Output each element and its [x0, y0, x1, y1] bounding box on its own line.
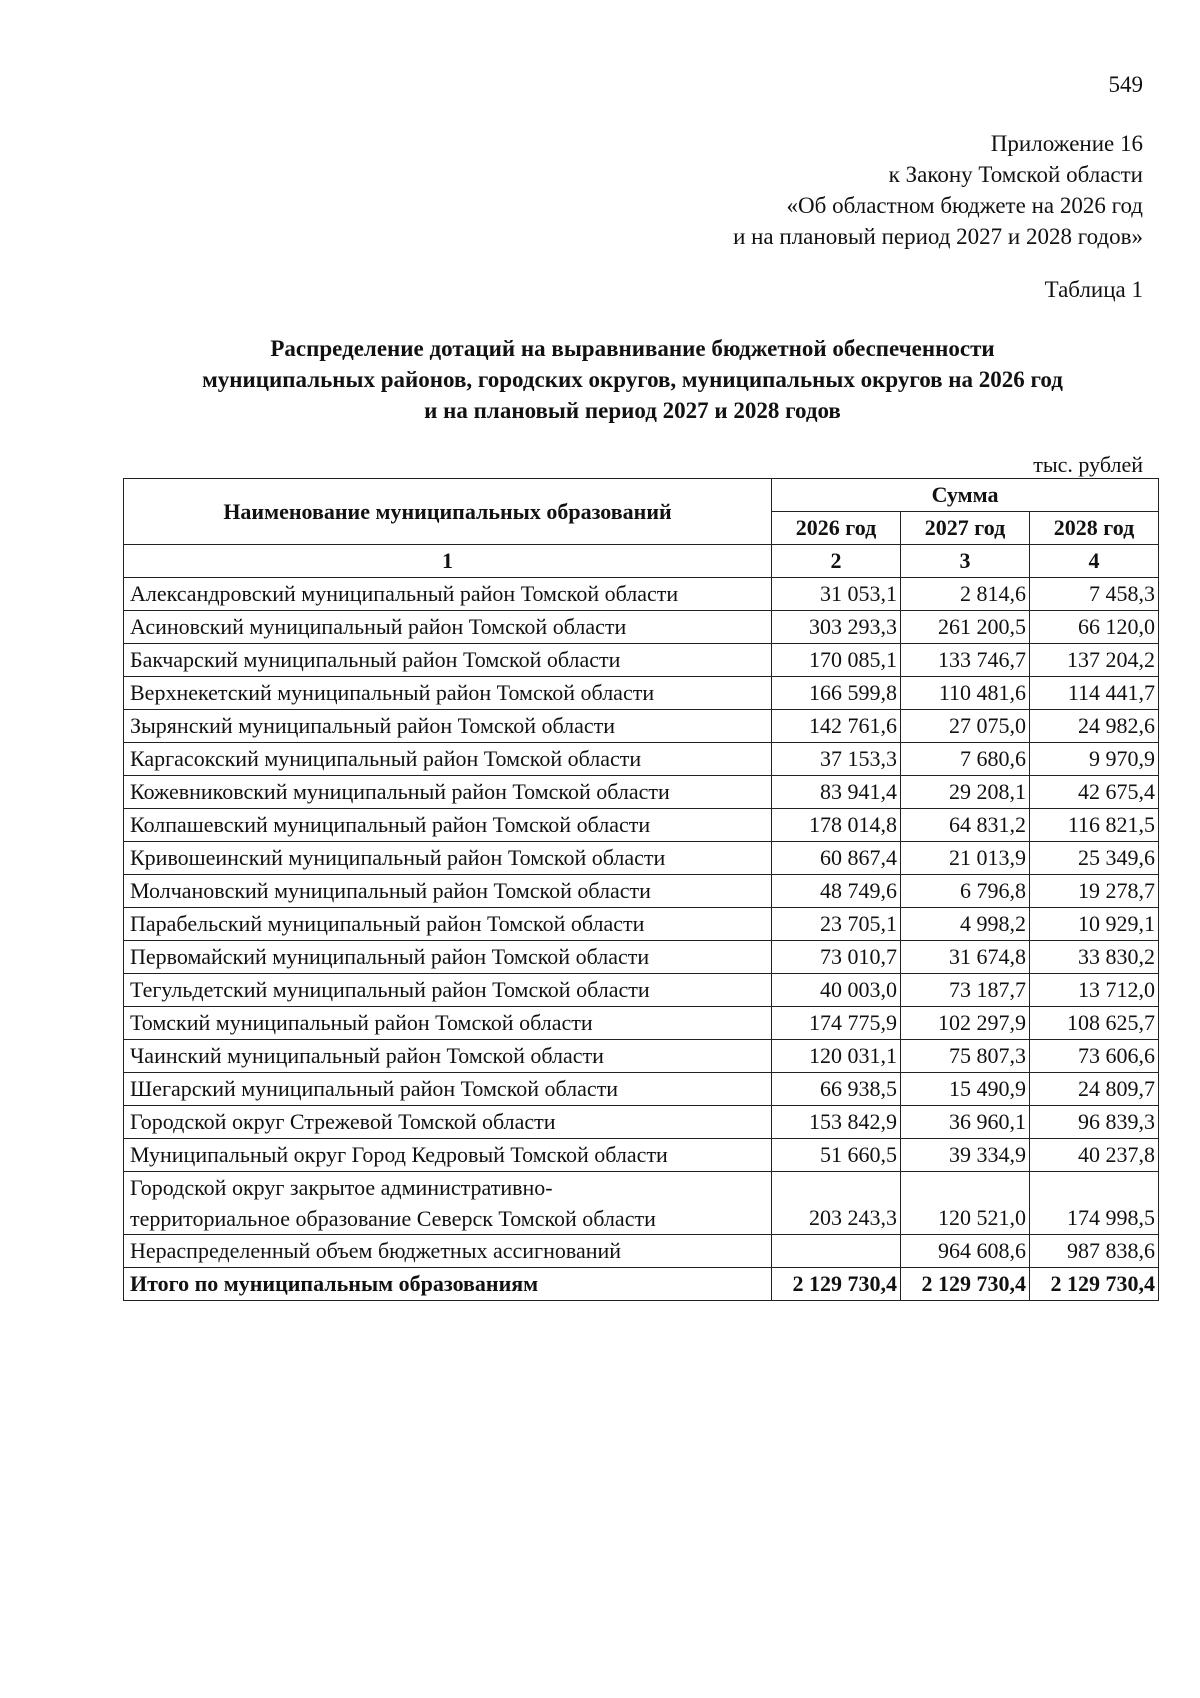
value-2026: 66 938,5 [772, 1073, 901, 1106]
municipality-name-line: Городской округ закрытое административно- [130, 1175, 553, 1200]
value-2027: 29 208,1 [901, 776, 1030, 809]
value-2028: 7 458,3 [1030, 578, 1159, 611]
header-sum: Сумма [772, 479, 1159, 512]
municipality-name: Первомайский муниципальный район Томской области [124, 941, 772, 974]
table-row [124, 1172, 1159, 1235]
table-row [124, 1007, 1159, 1040]
header-year-2027: 2027 год [901, 512, 1030, 545]
total-2028: 2 129 730,4 [1030, 1268, 1159, 1301]
value-2027: 39 334,9 [901, 1139, 1030, 1172]
value-2026: 31 053,1 [772, 578, 901, 611]
value-2026: 174 775,9 [772, 1007, 901, 1040]
municipality-name [124, 1172, 772, 1235]
title-line: муниципальных районов, городских округов, муниципальных округов на 2026 год [202, 367, 1063, 392]
table-row [124, 677, 1159, 710]
value-2027: 21 013,9 [901, 842, 1030, 875]
value-2026: 23 705,1 [772, 908, 901, 941]
column-index: 4 [1030, 545, 1159, 578]
value-2026: 170 085,1 [772, 644, 901, 677]
appendix-line: к Закону Томской области [888, 162, 1143, 187]
municipality-name: Бакчарский муниципальный район Томской области [124, 644, 772, 677]
value-2028: 19 278,7 [1030, 875, 1159, 908]
value-2026: 120 031,1 [772, 1040, 901, 1073]
municipality-name: Верхнекетский муниципальный район Томской области [124, 677, 772, 710]
table-row [124, 1235, 1159, 1268]
total-label: Итого по муниципальным образованиям [124, 1268, 772, 1301]
value-2026: 48 749,6 [772, 875, 901, 908]
total-row [124, 1268, 1159, 1301]
value-2028: 24 982,6 [1030, 710, 1159, 743]
value-2026: 60 867,4 [772, 842, 901, 875]
header-year-2026: 2026 год [772, 512, 901, 545]
municipality-name: Городской округ Стрежевой Томской области [124, 1106, 772, 1139]
value-2028: 116 821,5 [1030, 809, 1159, 842]
column-index: 1 [124, 545, 772, 578]
value-2027: 110 481,6 [901, 677, 1030, 710]
table-row [124, 1106, 1159, 1139]
municipality-name: Асиновский муниципальный район Томской области [124, 611, 772, 644]
value-2026: 153 842,9 [772, 1106, 901, 1139]
table-row [124, 809, 1159, 842]
document-title [0, 333, 1200, 426]
value-2028: 108 625,7 [1030, 1007, 1159, 1040]
municipality-name: Молчановский муниципальный район Томской области [124, 875, 772, 908]
value-2027: 73 187,7 [901, 974, 1030, 1007]
value-2026: 178 014,8 [772, 809, 901, 842]
value-2026: 166 599,8 [772, 677, 901, 710]
value-2026: 303 293,3 [772, 611, 901, 644]
municipality-name: Кожевниковский муниципальный район Томской области [124, 776, 772, 809]
value-2027: 15 490,9 [901, 1073, 1030, 1106]
value-2026: 203 243,3 [772, 1172, 901, 1235]
value-2028: 987 838,6 [1030, 1235, 1159, 1268]
value-2027: 133 746,7 [901, 644, 1030, 677]
table-row [124, 1073, 1159, 1106]
value-2027: 4 998,2 [901, 908, 1030, 941]
table-row [124, 842, 1159, 875]
value-2027: 120 521,0 [901, 1172, 1030, 1235]
column-index: 3 [901, 545, 1030, 578]
value-2028: 10 929,1 [1030, 908, 1159, 941]
value-2028: 66 120,0 [1030, 611, 1159, 644]
table-label: Таблица 1 [1044, 277, 1143, 302]
value-2027: 6 796,8 [901, 875, 1030, 908]
header-name: Наименование муниципальных образований [124, 479, 772, 545]
value-2028: 13 712,0 [1030, 974, 1159, 1007]
municipality-name: Шегарский муниципальный район Томской области [124, 1073, 772, 1106]
value-2027: 7 680,6 [901, 743, 1030, 776]
appendix-line: «Об областном бюджете на 2026 год [786, 193, 1143, 218]
value-2028: 33 830,2 [1030, 941, 1159, 974]
header-year-2028: 2028 год [1030, 512, 1159, 545]
municipality-name: Александровский муниципальный район Томской области [124, 578, 772, 611]
value-2027: 964 608,6 [901, 1235, 1030, 1268]
value-2026: 51 660,5 [772, 1139, 901, 1172]
municipality-name: Кривошеинский муниципальный район Томской области [124, 842, 772, 875]
table-row [124, 1139, 1159, 1172]
column-index-row [124, 545, 1159, 578]
units-label: тыс. рублей [1033, 452, 1143, 477]
table-row [124, 743, 1159, 776]
total-2026: 2 129 730,4 [772, 1268, 901, 1301]
value-2028: 174 998,5 [1030, 1172, 1159, 1235]
municipality-name: Зырянский муниципальный район Томской области [124, 710, 772, 743]
value-2027: 36 960,1 [901, 1106, 1030, 1139]
municipality-name: Тегульдетский муниципальный район Томской области [124, 974, 772, 1007]
value-2026 [772, 1235, 901, 1268]
municipality-name: Томский муниципальный район Томской области [124, 1007, 772, 1040]
page-number: 549 [1108, 72, 1143, 97]
appendix-reference [733, 128, 1143, 252]
table-row [124, 974, 1159, 1007]
table-row [124, 611, 1159, 644]
table-row [124, 875, 1159, 908]
subsidy-table [123, 478, 1159, 1301]
table-row [124, 908, 1159, 941]
table-row [124, 578, 1159, 611]
header-row [124, 479, 1159, 512]
municipality-name: Каргасокский муниципальный район Томской области [124, 743, 772, 776]
table-row [124, 1040, 1159, 1073]
value-2026: 83 941,4 [772, 776, 901, 809]
table-row [124, 776, 1159, 809]
value-2027: 31 674,8 [901, 941, 1030, 974]
value-2027: 261 200,5 [901, 611, 1030, 644]
municipality-name: Нераспределенный объем бюджетных ассигнований [124, 1235, 772, 1268]
title-line: Распределение дотаций на выравнивание бюджетной обеспеченности [270, 336, 995, 361]
value-2028: 24 809,7 [1030, 1073, 1159, 1106]
value-2028: 114 441,7 [1030, 677, 1159, 710]
value-2028: 96 839,3 [1030, 1106, 1159, 1139]
table-row [124, 644, 1159, 677]
value-2026: 142 761,6 [772, 710, 901, 743]
column-index: 2 [772, 545, 901, 578]
value-2027: 2 814,6 [901, 578, 1030, 611]
municipality-name-line: территориальное образование Северск Томской области [130, 1206, 656, 1231]
value-2027: 75 807,3 [901, 1040, 1030, 1073]
total-2027: 2 129 730,4 [901, 1268, 1030, 1301]
value-2026: 37 153,3 [772, 743, 901, 776]
municipality-name: Парабельский муниципальный район Томской области [124, 908, 772, 941]
value-2028: 25 349,6 [1030, 842, 1159, 875]
value-2027: 27 075,0 [901, 710, 1030, 743]
table-row [124, 941, 1159, 974]
table-row [124, 710, 1159, 743]
value-2027: 64 831,2 [901, 809, 1030, 842]
value-2028: 137 204,2 [1030, 644, 1159, 677]
municipality-name: Муниципальный округ Город Кедровый Томской области [124, 1139, 772, 1172]
value-2026: 40 003,0 [772, 974, 901, 1007]
value-2026: 73 010,7 [772, 941, 901, 974]
title-line: и на плановый период 2027 и 2028 годов [424, 398, 841, 423]
value-2028: 40 237,8 [1030, 1139, 1159, 1172]
value-2027: 102 297,9 [901, 1007, 1030, 1040]
value-2028: 73 606,6 [1030, 1040, 1159, 1073]
appendix-line: и на плановый период 2027 и 2028 годов» [733, 224, 1143, 249]
value-2028: 9 970,9 [1030, 743, 1159, 776]
appendix-line: Приложение 16 [990, 131, 1143, 156]
municipality-name: Колпашевский муниципальный район Томской области [124, 809, 772, 842]
value-2028: 42 675,4 [1030, 776, 1159, 809]
municipality-name: Чаинский муниципальный район Томской области [124, 1040, 772, 1073]
